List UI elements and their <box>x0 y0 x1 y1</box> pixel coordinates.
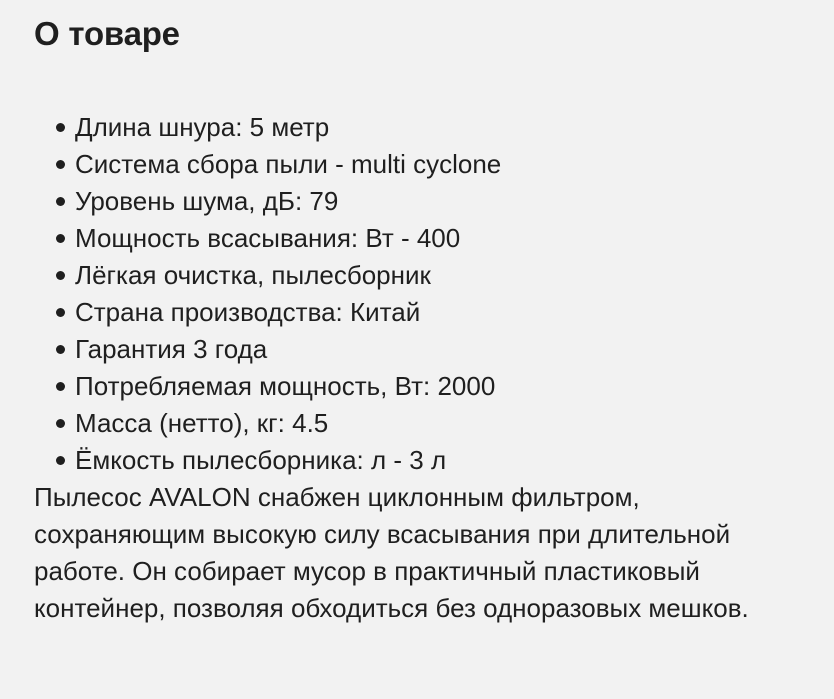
feature-item-country <box>34 294 800 331</box>
bullet-icon <box>56 456 65 465</box>
bullet-icon <box>56 160 65 169</box>
bullet-icon <box>56 123 65 132</box>
feature-item-easy-cleaning <box>34 257 800 294</box>
bullet-icon <box>56 271 65 280</box>
feature-item-suction-power <box>34 220 800 257</box>
bullet-icon <box>56 419 65 428</box>
feature-item-noise-level <box>34 183 800 220</box>
feature-text: Масса (нетто), кг: 4.5 <box>75 408 329 438</box>
bullet-icon <box>56 234 65 243</box>
feature-text: Лёгкая очистка, пылесборник <box>75 260 431 290</box>
feature-text: Страна производства: Китай <box>75 297 421 327</box>
feature-text: Уровень шума, дБ: 79 <box>75 186 339 216</box>
feature-text: Ёмкость пылесборника: л - 3 л <box>75 445 447 475</box>
feature-item-net-weight <box>34 405 800 442</box>
feature-text: Гарантия 3 года <box>75 334 268 364</box>
feature-text: Потребляемая мощность, Вт: 2000 <box>75 371 496 401</box>
feature-item-dust-capacity <box>34 442 800 479</box>
feature-list <box>34 109 800 479</box>
bullet-icon <box>56 308 65 317</box>
feature-item-power-consumption <box>34 368 800 405</box>
bullet-icon <box>56 345 65 354</box>
bullet-icon <box>56 197 65 206</box>
feature-item-warranty <box>34 331 800 368</box>
feature-text: Длина шнура: 5 метр <box>75 112 330 142</box>
product-description: Пылесос AVALON снабжен циклонным фильтром, сохраняющим высокую силу всасывания при длительной работе. Он собирает мусор в практичный пластиковый контейнер, позволяя обходиться без одноразовых мешков. <box>34 482 749 623</box>
feature-item-dust-system <box>34 146 800 183</box>
feature-item-cord-length <box>34 109 800 146</box>
section-title: О товаре <box>34 15 180 52</box>
feature-text: Система сбора пыли - multi cyclone <box>75 149 502 179</box>
bullet-icon <box>56 382 65 391</box>
feature-text: Мощность всасывания: Вт - 400 <box>75 223 461 253</box>
